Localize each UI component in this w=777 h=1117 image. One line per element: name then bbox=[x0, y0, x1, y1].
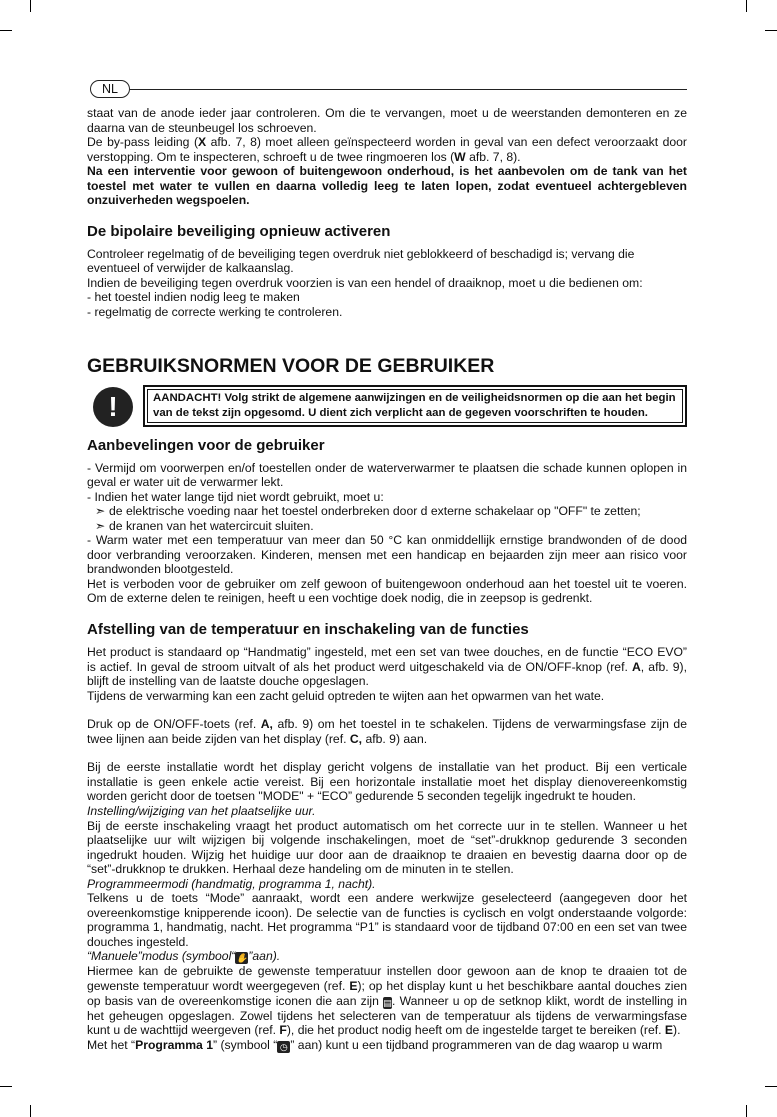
settings-paragraph: Hiermee kan de gebruikte de gewenste temperatuur instellen door gewoon aan de knop te draaien tot de gewenste temperatuur wordt weergegeven (ref. E); op het display kunt u het beschikbare aantal douches zien op basis van de overeenkomstige iconen die aan zijn ▤. Wanneer u op de setknop klikt, wordt de instelling in het geheugen opgeslagen. Zowel tijdens het selecteren van de temperatuur als tijdens de verwarmingsfase kunt u de wachttijd weergeven (ref. F), die het product nodig heeft om de ingestelde target te bereiken (ref. E). bbox=[87, 964, 687, 1038]
subheading: Programmeermodi (handmatig, programma 1, nacht). bbox=[87, 876, 376, 891]
list-item: - regelmatig de correcte werking te controleren. bbox=[87, 305, 343, 320]
warning-block bbox=[87, 385, 687, 429]
recommendation-paragraph: - Indien het water lange tijd niet wordt gebruikt, moet u: bbox=[87, 489, 384, 504]
warning-box bbox=[143, 385, 687, 427]
recommendations-heading: Aanbevelingen voor de gebruiker bbox=[87, 436, 325, 454]
hand-icon: ✋ bbox=[236, 953, 248, 964]
settings-paragraph: Bij de eerste installatie wordt het display gericht volgens de installatie van het product. Bij een verticale installatie is geen enkele actie vereist. Bij een horizontale installatie moet het display dienovereenkomstig worden gericht door de toetsen "MODE" + “ECO” gedurende 5 seconden tegelijk ingedrukt te houden. bbox=[87, 760, 687, 804]
document-body bbox=[87, 106, 687, 1053]
language-badge: NL bbox=[90, 80, 130, 98]
usage-title: GEBRUIKSNORMEN VOOR DE GEBRUIKER bbox=[87, 354, 495, 377]
recommendation-paragraph: - Warm water met een temperatuur van meer dan 50 °C kan onmiddellijk ernstige brandwonden of de dood door verbranding veroorzaken. Kinderen, mensen met een handicap en bejaarden zijn meer aan risico voor brandwonden blootgesteld. bbox=[87, 533, 687, 577]
subheading: “Manuele”modus (symbool“✋”aan). bbox=[87, 949, 281, 964]
clock-icon: ◷ bbox=[277, 1041, 290, 1053]
arrow-icon: ➣ bbox=[95, 504, 106, 519]
recommendation-paragraph: Het is verboden voor de gebruiker om zelf gewoon of buitengewoon onderhoud aan het toestel uit te voeren. Om de externe delen te reinigen, heeft u een vochtige doek nodig, die in zeepsop is gedrenkt. bbox=[87, 576, 687, 606]
bypass-paragraph: De by-pass leiding (X afb. 7, 8) moet alleen geïnspecteerd worden in geval van een defect veroorzaakt door verstopping. Om te inspecteren, schroeft u de twee ringmoeren los (W afb. 7, 8). bbox=[87, 135, 687, 164]
list-item: ➣ de kranen van het watercircuit sluiten. bbox=[95, 518, 314, 533]
bipolar-paragraph: Indien de beveiliging tegen overdruk voorzien is van een hendel of draaiknop, moet u die bedienen om: bbox=[87, 275, 643, 290]
warning-text: van de tekst zijn opgesomd. U dient zich verplicht aan de gegeven voorschriften te houden. bbox=[153, 406, 648, 419]
list-item: ➣ de elektrische voeding naar het toestel onderbreken door d externe schakelaar op "OFF" te zetten; bbox=[95, 504, 641, 519]
bipolar-paragraph: Controleer regelmatig of de beveiliging tegen overdruk niet geblokkeerd of beschadigd is; vervang die eventueel of verwijder de kalkaanslag. bbox=[87, 246, 635, 276]
settings-paragraph: Druk op de ON/OFF-toets (ref. A, afb. 9) om het toestel in te schakelen. Tijdens de verwarmingsfase zijn de twee lijnen aan beide zijden van het display (ref. C, afb. 9) aan. bbox=[87, 717, 687, 746]
shower-icon: ▤ bbox=[383, 997, 392, 1008]
list-item: - het toestel indien nodig leeg te maken bbox=[87, 290, 300, 305]
subheading: Instelling/wijziging van het plaatselijke uur. bbox=[87, 803, 316, 818]
warning-icon: ! bbox=[93, 387, 133, 427]
settings-paragraph: Bij de eerste inschakeling vraagt het product automatisch om het correcte uur in te stellen. Wanneer u het plaatselijke uur wilt wijzigen bij volgende inschakelingen, moet de “set”-drukknop gedurende 3 seconden ingedrukt houden. Wijzig het huidige uur door aan de draaiknop te draaien en bevestig daarna door op de “set”-drukknop te drukken. Herhaal deze handeling om de minuten in te stellen. bbox=[87, 818, 687, 877]
header-rule bbox=[130, 89, 687, 90]
bipolar-heading: De bipolaire beveiliging opnieuw activeren bbox=[87, 222, 391, 240]
settings-paragraph: Telkens u de toets “Mode” aanraakt, wordt een andere werkwijze geselecteerd (aangegeven door het overeenkomstige knipperende icoon). De selectie van de functies is cyclisch en volgt onderstaande volgorde: programma 1, handmatig, nacht. Het programma “P1” is standaard voor de tijdband 07:00 en een set van twee douches ingesteld. bbox=[87, 891, 687, 949]
recommendation-paragraph: - Vermijd om voorwerpen en/of toestellen onder de waterverwarmer te plaatsen die schade kunnen oplopen in geval er water uit de verwarmer lekt. bbox=[87, 460, 687, 490]
settings-paragraph: Het product is standaard op “Handmatig” ingesteld, met een set van twee douches, en de functie “ECO EVO” is actief. In geval de stroom uitvalt of als het product werd uitgeschakeld via de ON/OFF-knop (ref. A, afb. 9), blijft de instelling van de laatste douche opgeslagen. bbox=[87, 645, 687, 689]
settings-heading: Afstelling van de temperatuur en inschakeling van de functies bbox=[87, 621, 529, 639]
intro-paragraph: staat van de anode ieder jaar controleren. Om die te vervangen, moet u de weerstanden demonteren en ze daarna van de steunbeugel los schroeven. bbox=[87, 106, 687, 135]
settings-paragraph: Tijdens de verwarming kan een zacht geluid optreden te wijten aan het opwarmen van het wate. bbox=[87, 688, 605, 703]
arrow-icon: ➣ bbox=[95, 518, 106, 533]
maintenance-note: Na een interventie voor gewoon of buitengewoon onderhoud, is het aanbevolen om de tank van het toestel met water te vullen en daarna volledig leeg te laten lopen, zodat eventueel achtergebleven onzuiverheden wegspoelen. bbox=[87, 164, 687, 208]
settings-paragraph: Met het “Programma 1” (symbool “ ◷ ” aan) kunt u een tijdband programmeren van de dag waarop u warm bbox=[87, 1037, 663, 1052]
warning-text: AANDACHT! Volg strikt de algemene aanwijzingen en de veiligheidsnormen op die aan het begin bbox=[153, 391, 676, 404]
